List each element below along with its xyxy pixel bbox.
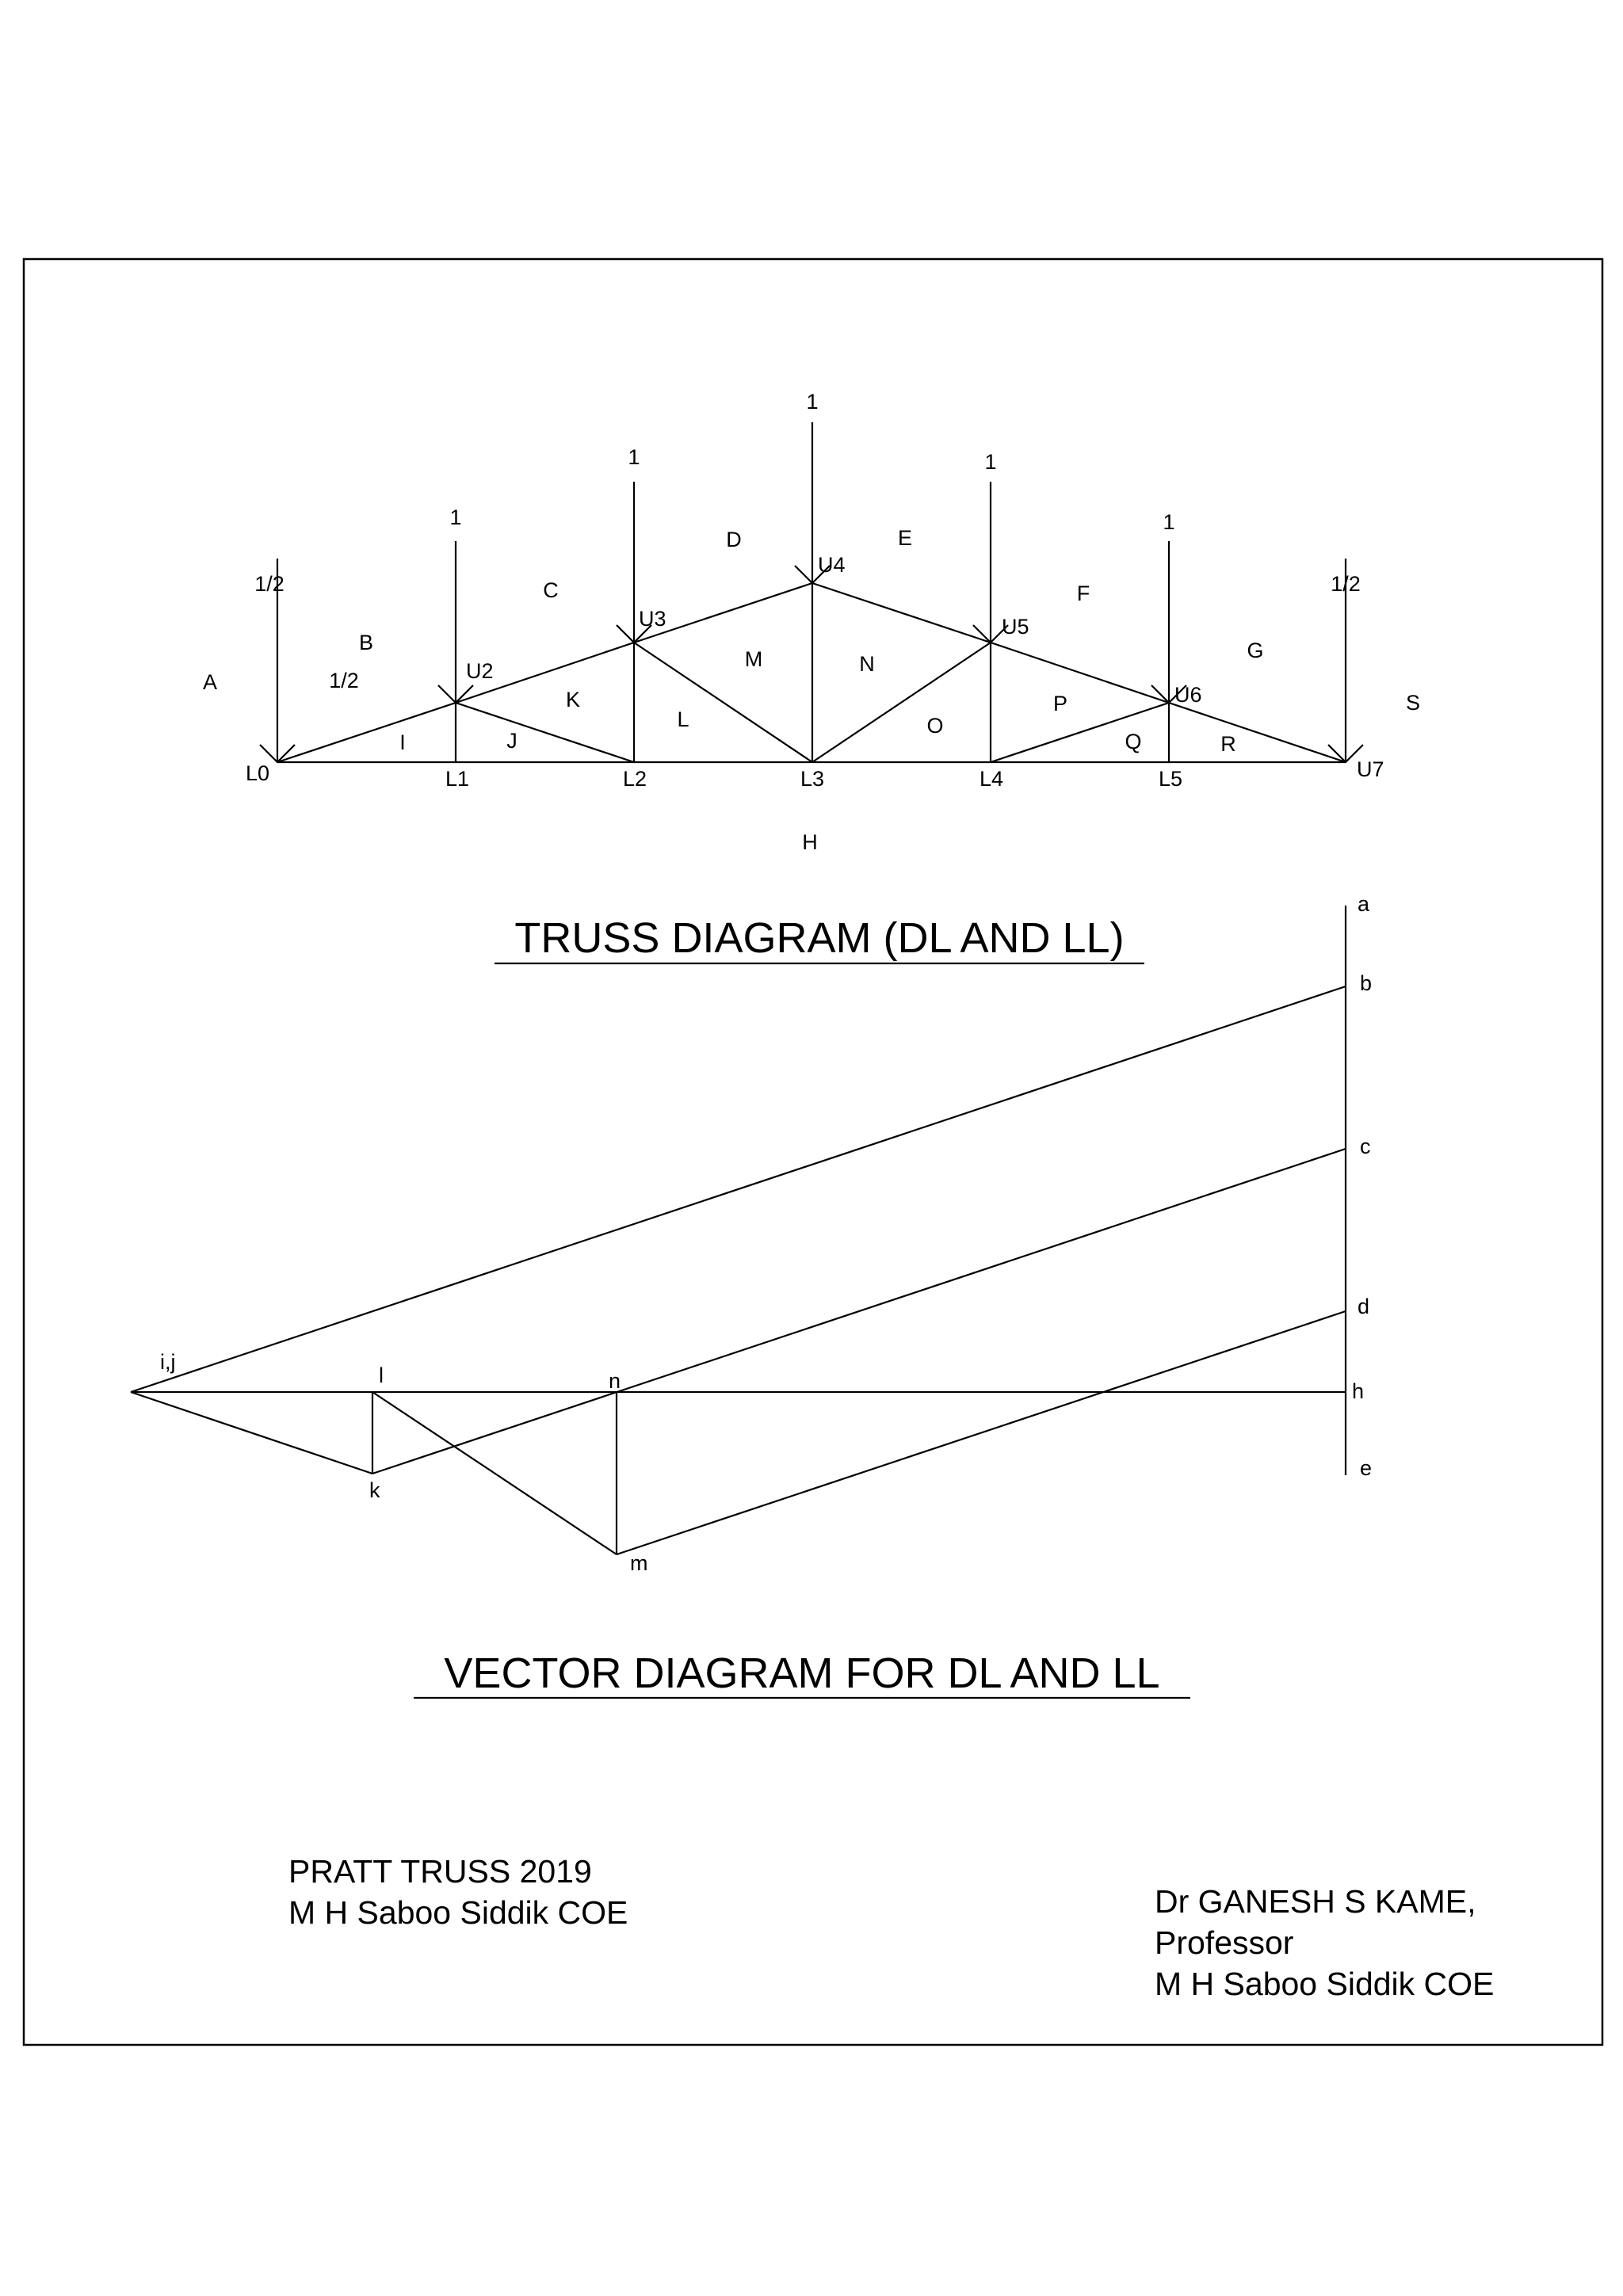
- vector-diagram: [131, 892, 1372, 1575]
- diagonal-member-u2-l2: [456, 703, 634, 762]
- space-label-g: G: [1247, 639, 1264, 662]
- joint-label-u6: U6: [1174, 683, 1202, 707]
- load-label-u2: 1: [449, 505, 462, 529]
- vector-point-k: k: [369, 1478, 380, 1502]
- vector-line-ij-k: [131, 1392, 372, 1474]
- vector-point-c: c: [1360, 1135, 1371, 1158]
- joint-label-l2: L2: [623, 767, 647, 791]
- space-label-j: J: [506, 729, 517, 753]
- truss-diagram-title: TRUSS DIAGRAM (DL AND LL): [514, 914, 1125, 962]
- load-label-u6: 1: [1163, 510, 1175, 534]
- truss-diagram: [203, 390, 1420, 854]
- space-label-m: M: [744, 647, 763, 671]
- space-label-s: S: [1405, 691, 1421, 715]
- space-label-r: R: [1220, 732, 1236, 756]
- diagonal-member-u5-l3: [812, 643, 991, 762]
- joint-label-u2: U2: [466, 659, 494, 683]
- vector-line-m-d: [617, 1311, 1346, 1554]
- joint-label-l1: L1: [445, 767, 470, 791]
- space-label-f: F: [1076, 582, 1090, 605]
- load-label-u3: 1: [628, 445, 640, 469]
- vector-point-h: h: [1352, 1379, 1365, 1403]
- diagonal-member-u6-l4: [991, 703, 1169, 762]
- joint-label-l5: L5: [1159, 767, 1183, 791]
- joint-label-l4: L4: [980, 767, 1004, 791]
- vector-point-d: d: [1358, 1295, 1370, 1318]
- vector-point-ij: i,j: [160, 1350, 176, 1374]
- space-label-i: I: [399, 730, 406, 754]
- vector-point-n: n: [609, 1369, 621, 1393]
- vector-point-m: m: [630, 1551, 648, 1575]
- footer-left-line1: PRATT TRUSS 2019: [288, 1853, 592, 1890]
- space-label-p: P: [1052, 692, 1068, 715]
- vector-line-k-c: [372, 1149, 1346, 1474]
- joint-label-l0: L0: [246, 761, 270, 785]
- joint-label-u5: U5: [1002, 615, 1029, 639]
- vector-point-l: l: [379, 1363, 384, 1387]
- footer-right-line3: M H Saboo Siddik COE: [1155, 1966, 1495, 2002]
- space-label-d: D: [726, 528, 742, 551]
- vector-point-b: b: [1360, 971, 1373, 995]
- footer-right-line2: Professor: [1155, 1924, 1294, 1961]
- joint-label-u4: U4: [818, 553, 846, 577]
- space-label-e: E: [897, 526, 913, 550]
- space-label-c: C: [543, 578, 559, 602]
- space-label-h: H: [802, 830, 818, 854]
- space-label-a: A: [202, 670, 218, 694]
- space-label-q: Q: [1125, 730, 1142, 753]
- vector-line-l-m: [372, 1392, 617, 1554]
- vector-point-a: a: [1358, 892, 1370, 916]
- space-label-n: N: [859, 652, 875, 676]
- load-label-u7: 1/2: [1331, 572, 1361, 596]
- space-label-l: L: [677, 707, 689, 731]
- joint-label-u7: U7: [1357, 757, 1384, 781]
- reaction-label: 1/2: [329, 669, 359, 692]
- load-label-u5: 1: [984, 450, 997, 474]
- vector-line-ij-b: [131, 986, 1346, 1392]
- space-label-k: K: [565, 688, 581, 711]
- vector-diagram-title: VECTOR DIAGRAM FOR DL AND LL: [444, 1650, 1160, 1697]
- space-label-b: B: [358, 631, 374, 654]
- joint-label-l3: L3: [800, 767, 825, 791]
- footer-left-line2: M H Saboo Siddik COE: [288, 1894, 628, 1931]
- footer-right-line1: Dr GANESH S KAME,: [1155, 1883, 1476, 1920]
- load-label-u4: 1: [806, 390, 819, 414]
- load-label-l0: 1/2: [254, 572, 285, 596]
- vector-point-e: e: [1360, 1456, 1373, 1480]
- joint-label-u3: U3: [639, 607, 666, 631]
- space-label-o: O: [926, 714, 944, 738]
- diagonal-member-u3-l3: [634, 643, 812, 762]
